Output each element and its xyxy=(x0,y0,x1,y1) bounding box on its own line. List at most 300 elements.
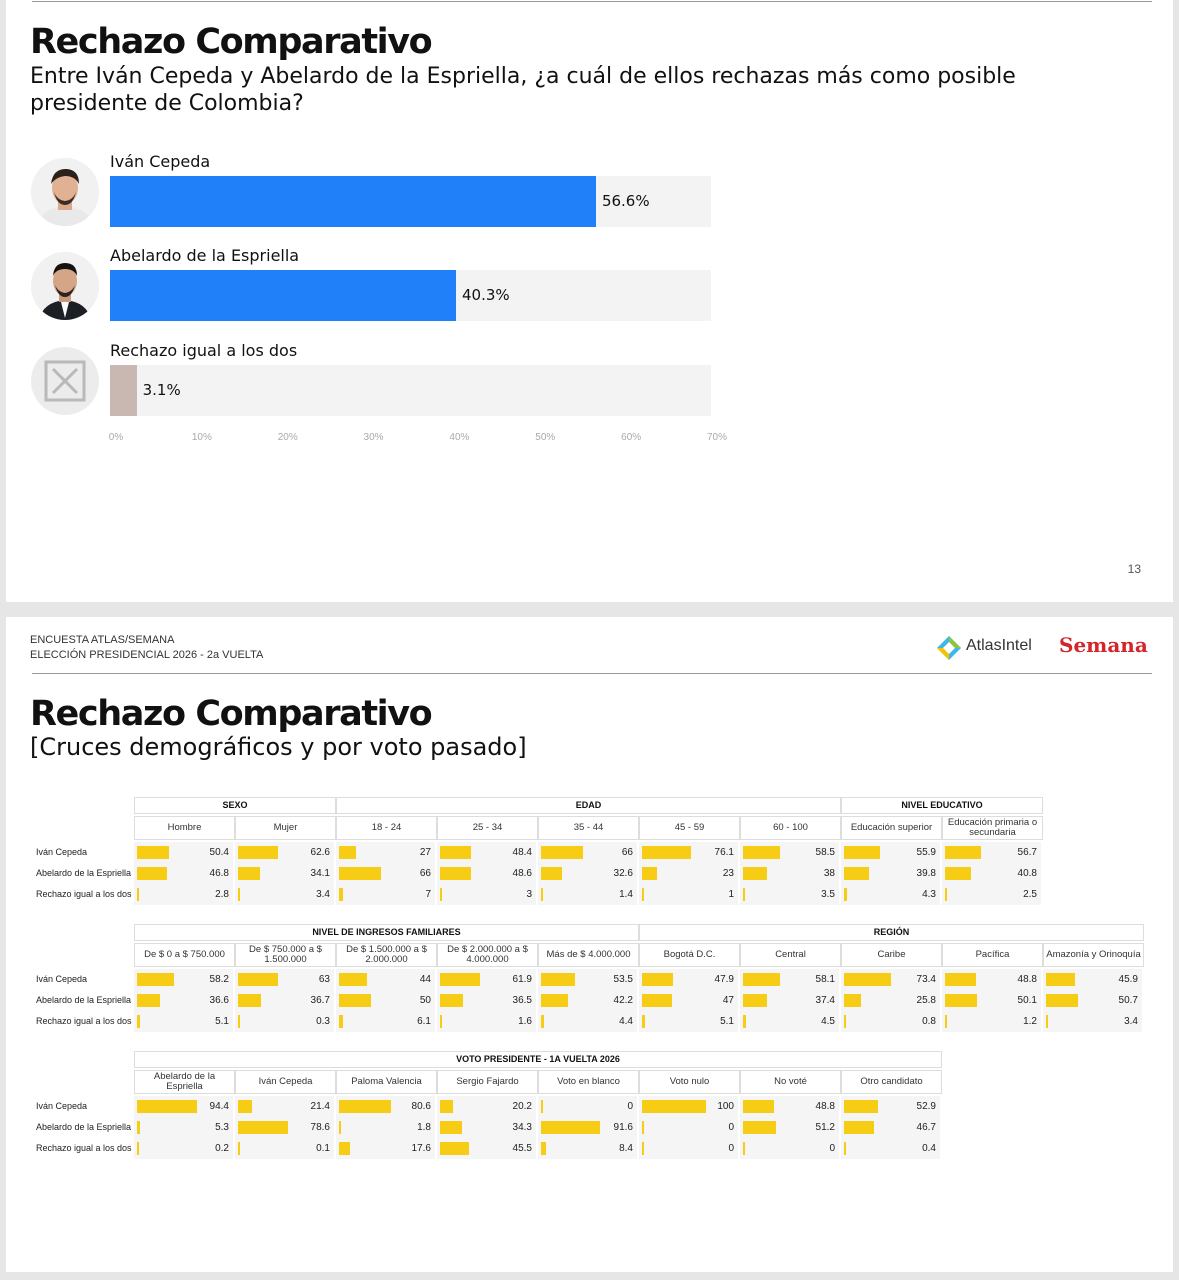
bar-track-ambos xyxy=(110,365,711,416)
column-header: Educación superior xyxy=(841,816,942,840)
column-header: Educación primaria o secundaria xyxy=(942,816,1043,840)
atlas-diamond-icon xyxy=(936,635,962,661)
table-cell xyxy=(437,863,537,884)
cell-value: 47 xyxy=(722,995,734,1006)
table-cell xyxy=(134,1011,234,1032)
row-label: Abelardo de la Espriella xyxy=(36,868,132,878)
table-cell xyxy=(639,842,739,863)
column-header: De $ 2.000.000 a $ 4.000.000 xyxy=(437,943,538,967)
cell-bar xyxy=(541,1121,600,1134)
table-cell xyxy=(235,1011,335,1032)
cell-value: 36.5 xyxy=(512,995,532,1006)
cell-value: 7 xyxy=(425,889,431,900)
slide-bar-chart xyxy=(6,0,1173,602)
cell-bar xyxy=(137,994,160,1007)
cell-bar xyxy=(743,846,780,859)
cell-bar xyxy=(642,1142,644,1155)
cell-bar xyxy=(137,1142,139,1155)
column-header: Central xyxy=(740,943,841,967)
cell-bar xyxy=(137,1015,140,1028)
row-label: Abelardo de la Espriella xyxy=(36,1122,132,1132)
cell-value: 0 xyxy=(829,1143,835,1154)
table-cell xyxy=(134,842,234,863)
column-header: Iván Cepeda xyxy=(235,1070,336,1094)
table-cell xyxy=(134,884,234,905)
bar-value-ambos: 3.1% xyxy=(142,381,181,399)
bar-track-espriella xyxy=(110,270,711,321)
table-cell xyxy=(639,1117,739,1138)
cell-value: 50.1 xyxy=(1017,995,1037,1006)
cell-value: 61.9 xyxy=(512,974,532,985)
table-cell xyxy=(639,1138,739,1159)
cell-value: 46.7 xyxy=(916,1122,936,1133)
cell-bar xyxy=(137,1100,197,1113)
column-header: Voto nulo xyxy=(639,1070,740,1094)
x-tick-label: 50% xyxy=(535,432,556,443)
bar-label-ambos: Rechazo igual a los dos xyxy=(110,341,298,360)
cell-bar xyxy=(844,1100,878,1113)
cell-bar xyxy=(238,1142,240,1155)
cell-value: 38 xyxy=(823,868,835,879)
top-divider xyxy=(32,1,1152,2)
table-cell xyxy=(538,1138,638,1159)
table-cell xyxy=(235,863,335,884)
cell-value: 27 xyxy=(419,847,431,858)
cell-value: 0 xyxy=(728,1122,734,1133)
table-cell xyxy=(942,990,1042,1011)
espriella-photo xyxy=(31,252,99,320)
cell-value: 46.8 xyxy=(209,868,229,879)
column-header: 45 - 59 xyxy=(639,816,740,840)
cell-bar xyxy=(541,846,583,859)
table-cell xyxy=(841,863,941,884)
cell-bar xyxy=(440,1121,462,1134)
cell-value: 94.4 xyxy=(209,1101,229,1112)
cell-value: 20.2 xyxy=(512,1101,532,1112)
table-cell xyxy=(639,1011,739,1032)
cell-value: 34.1 xyxy=(310,868,330,879)
cell-value: 1.2 xyxy=(1023,1016,1037,1027)
table-cell xyxy=(235,842,335,863)
table-cell xyxy=(942,863,1042,884)
cell-bar xyxy=(642,846,691,859)
cell-value: 50.4 xyxy=(209,847,229,858)
column-header: 25 - 34 xyxy=(437,816,538,840)
cell-bar xyxy=(238,1015,240,1028)
column-header: Hombre xyxy=(134,816,235,840)
cell-bar xyxy=(440,846,471,859)
semana-logo: Semana xyxy=(1059,633,1148,657)
cell-value: 0.3 xyxy=(316,1016,330,1027)
table-cell xyxy=(134,1138,234,1159)
cell-value: 5.3 xyxy=(215,1122,229,1133)
cell-value: 50.7 xyxy=(1118,995,1138,1006)
table-cell xyxy=(639,884,739,905)
cell-value: 76.1 xyxy=(714,847,734,858)
cell-value: 1.8 xyxy=(417,1122,431,1133)
cell-bar xyxy=(844,1121,874,1134)
atlasintel-logo xyxy=(936,635,1046,657)
cell-value: 36.6 xyxy=(209,995,229,1006)
cell-bar xyxy=(440,1142,469,1155)
cell-bar xyxy=(137,888,139,901)
cell-bar xyxy=(743,888,745,901)
bar-value-espriella: 40.3% xyxy=(462,286,510,304)
table-cell xyxy=(235,1096,335,1117)
table-cell xyxy=(437,1138,537,1159)
cell-bar xyxy=(945,973,976,986)
header-divider xyxy=(32,673,1152,674)
cell-bar xyxy=(238,1121,288,1134)
cell-value: 80.6 xyxy=(411,1101,431,1112)
cell-bar xyxy=(440,888,442,901)
cell-value: 40.8 xyxy=(1017,868,1037,879)
group-header: SEXO xyxy=(134,797,336,814)
cell-bar xyxy=(743,1100,774,1113)
table-cell xyxy=(740,969,840,990)
column-header: Caribe xyxy=(841,943,942,967)
cell-value: 55.9 xyxy=(916,847,936,858)
table-cell xyxy=(841,842,941,863)
cell-bar xyxy=(844,1142,846,1155)
cell-bar xyxy=(743,1142,745,1155)
cell-value: 0 xyxy=(728,1143,734,1154)
table-cell xyxy=(740,990,840,1011)
cell-value: 58.1 xyxy=(815,974,835,985)
table-cell xyxy=(437,990,537,1011)
cell-value: 0.1 xyxy=(316,1143,330,1154)
table-cell xyxy=(336,969,436,990)
cell-bar xyxy=(945,867,971,880)
cell-bar xyxy=(137,846,169,859)
column-header: Bogotá D.C. xyxy=(639,943,740,967)
cell-value: 48.8 xyxy=(1017,974,1037,985)
cell-value: 66 xyxy=(419,868,431,879)
cell-bar xyxy=(238,888,240,901)
cell-value: 2.5 xyxy=(1023,889,1037,900)
table-cell xyxy=(639,969,739,990)
table-cell xyxy=(336,1138,436,1159)
cell-bar xyxy=(743,994,767,1007)
group-header: NIVEL EDUCATIVO xyxy=(841,797,1043,814)
table-cell xyxy=(437,842,537,863)
cell-bar xyxy=(844,867,869,880)
table-cell xyxy=(841,1138,941,1159)
group-header: VOTO PRESIDENTE - 1A VUELTA 2026 xyxy=(134,1051,942,1068)
group-header: NIVEL DE INGRESOS FAMILIARES xyxy=(134,924,639,941)
cell-bar xyxy=(844,888,847,901)
cell-value: 32.6 xyxy=(613,868,633,879)
x-tick-label: 0% xyxy=(108,432,124,443)
table-cell xyxy=(235,1138,335,1159)
cell-value: 78.6 xyxy=(310,1122,330,1133)
cell-bar xyxy=(339,1015,343,1028)
cell-value: 0 xyxy=(627,1101,633,1112)
cepeda-photo xyxy=(31,158,99,226)
table-cell xyxy=(134,1117,234,1138)
cell-bar xyxy=(945,1015,947,1028)
table-cell xyxy=(437,1096,537,1117)
column-header: Otro candidato xyxy=(841,1070,942,1094)
cell-value: 62.6 xyxy=(310,847,330,858)
table-cell xyxy=(538,1117,638,1138)
cell-value: 3.5 xyxy=(821,889,835,900)
cell-value: 100 xyxy=(717,1101,734,1112)
cell-value: 45.9 xyxy=(1118,974,1138,985)
cell-value: 0.4 xyxy=(922,1143,936,1154)
cell-bar xyxy=(642,973,673,986)
cell-value: 51.2 xyxy=(815,1122,835,1133)
column-header: Paloma Valencia xyxy=(336,1070,437,1094)
cell-bar xyxy=(440,867,471,880)
table-cell xyxy=(538,842,638,863)
table-cell xyxy=(841,1117,941,1138)
cell-value: 5.1 xyxy=(720,1016,734,1027)
cell-value: 2.8 xyxy=(215,889,229,900)
bar-track-cepeda xyxy=(110,176,711,227)
table-cell xyxy=(740,1117,840,1138)
cell-bar xyxy=(945,888,947,901)
cell-bar xyxy=(339,846,356,859)
row-label: Abelardo de la Espriella xyxy=(36,995,132,1005)
table-cell xyxy=(235,884,335,905)
page-subtitle: [Cruces demográficos y por voto pasado] xyxy=(30,733,527,761)
row-label: Iván Cepeda xyxy=(36,974,88,984)
table-cell xyxy=(942,842,1042,863)
x-tick-label: 10% xyxy=(191,432,212,443)
cell-bar xyxy=(642,867,657,880)
cell-bar xyxy=(339,973,367,986)
bar-cepeda xyxy=(110,176,596,227)
table-cell xyxy=(740,842,840,863)
cell-value: 39.8 xyxy=(916,868,936,879)
cell-bar xyxy=(642,1100,706,1113)
table-cell xyxy=(841,990,941,1011)
bar-value-cepeda: 56.6% xyxy=(601,192,650,210)
x-tick-label: 20% xyxy=(277,432,298,443)
table-cell xyxy=(841,1011,941,1032)
column-header: No voté xyxy=(740,1070,841,1094)
cell-bar xyxy=(743,973,780,986)
table-cell xyxy=(336,842,436,863)
cell-bar xyxy=(339,994,371,1007)
cell-bar xyxy=(642,1015,645,1028)
cell-value: 6.1 xyxy=(417,1016,431,1027)
cell-bar xyxy=(440,994,463,1007)
cell-value: 63 xyxy=(318,974,330,985)
cell-value: 8.4 xyxy=(619,1143,633,1154)
table-cell xyxy=(740,863,840,884)
table-cell xyxy=(841,969,941,990)
column-header: 35 - 44 xyxy=(538,816,639,840)
row-label: Iván Cepeda xyxy=(36,847,88,857)
table-cell xyxy=(1043,1011,1143,1032)
table-cell xyxy=(639,1096,739,1117)
cell-value: 4.5 xyxy=(821,1016,835,1027)
cell-value: 50 xyxy=(419,995,431,1006)
cell-value: 52.9 xyxy=(916,1101,936,1112)
cell-bar xyxy=(541,888,543,901)
column-header: 18 - 24 xyxy=(336,816,437,840)
cell-bar xyxy=(440,1100,453,1113)
cell-value: 3.4 xyxy=(316,889,330,900)
column-header: 60 - 100 xyxy=(740,816,841,840)
cell-bar xyxy=(339,867,381,880)
cell-bar xyxy=(440,1015,442,1028)
table-cell xyxy=(1043,969,1143,990)
column-header: Mujer xyxy=(235,816,336,840)
table-cell xyxy=(740,1096,840,1117)
bar-label-espriella: Abelardo de la Espriella xyxy=(110,246,300,265)
cell-value: 3.4 xyxy=(1124,1016,1138,1027)
cell-bar xyxy=(440,973,480,986)
cell-bar xyxy=(339,1142,350,1155)
table-cell xyxy=(841,884,941,905)
cell-value: 58.2 xyxy=(209,974,229,985)
cell-bar xyxy=(238,994,261,1007)
group-header: REGIÓN xyxy=(639,924,1144,941)
column-header: De $ 750.000 a $ 1.500.000 xyxy=(235,943,336,967)
x-tick-label: 70% xyxy=(706,432,728,443)
table-cell xyxy=(538,863,638,884)
cell-bar xyxy=(339,1100,391,1113)
page-title: Rechazo Comparativo xyxy=(30,22,432,62)
cell-bar xyxy=(541,1015,544,1028)
cell-value: 56.7 xyxy=(1017,847,1037,858)
cell-value: 91.6 xyxy=(613,1122,633,1133)
cell-bar xyxy=(137,867,167,880)
table-cell xyxy=(235,1117,335,1138)
table-cell xyxy=(942,1011,1042,1032)
cell-value: 36.7 xyxy=(310,995,330,1006)
cell-value: 45.5 xyxy=(512,1143,532,1154)
cell-value: 5.1 xyxy=(215,1016,229,1027)
row-label: Iván Cepeda xyxy=(36,1101,88,1111)
cell-value: 1 xyxy=(728,889,734,900)
table-cell xyxy=(437,969,537,990)
cell-value: 0.8 xyxy=(922,1016,936,1027)
table-cell xyxy=(336,1011,436,1032)
cell-bar xyxy=(642,1121,644,1134)
cell-bar xyxy=(238,867,260,880)
table-cell xyxy=(1043,990,1143,1011)
x-tick-label: 30% xyxy=(363,432,384,443)
cell-bar xyxy=(339,1121,341,1134)
x-tick-label: 60% xyxy=(621,432,642,443)
table-cell xyxy=(134,1096,234,1117)
cell-bar xyxy=(137,973,174,986)
row-label: Rechazo igual a los dos xyxy=(36,889,132,899)
table-cell xyxy=(639,990,739,1011)
cell-bar xyxy=(945,994,977,1007)
cell-value: 42.2 xyxy=(613,995,633,1006)
cell-value: 66 xyxy=(621,847,633,858)
table-cell xyxy=(538,990,638,1011)
cell-bar xyxy=(339,888,343,901)
table-cell xyxy=(942,969,1042,990)
table-cell xyxy=(336,1117,436,1138)
cell-bar xyxy=(642,888,644,901)
table-cell xyxy=(134,969,234,990)
table-cell xyxy=(538,1096,638,1117)
cell-bar xyxy=(1046,973,1075,986)
cell-bar xyxy=(743,867,767,880)
cell-bar xyxy=(238,846,278,859)
survey-subheader: ELECCIÓN PRESIDENCIAL 2026 - 2a VUELTA xyxy=(30,649,264,661)
cell-value: 25.8 xyxy=(916,995,936,1006)
cell-bar xyxy=(238,1100,252,1113)
cell-bar xyxy=(1046,994,1078,1007)
cell-bar xyxy=(238,973,278,986)
cell-bar xyxy=(541,973,575,986)
cell-value: 4.3 xyxy=(922,889,936,900)
table-cell xyxy=(942,884,1042,905)
cell-bar xyxy=(945,846,981,859)
column-header: Voto en blanco xyxy=(538,1070,639,1094)
row-label: Rechazo igual a los dos xyxy=(36,1016,132,1026)
cell-bar xyxy=(844,846,880,859)
slide-crosstabs xyxy=(6,617,1173,1272)
cell-value: 3 xyxy=(526,889,532,900)
atlas-logo-text: AtlasIntel xyxy=(966,637,1032,654)
cell-bar xyxy=(743,1015,746,1028)
cell-bar xyxy=(844,973,891,986)
survey-header: ENCUESTA ATLAS/SEMANA xyxy=(30,634,175,646)
table-cell xyxy=(740,884,840,905)
column-header: Pacífica xyxy=(942,943,1043,967)
cell-value: 4.4 xyxy=(619,1016,633,1027)
cell-value: 1.6 xyxy=(518,1016,532,1027)
bar-label-cepeda: Iván Cepeda xyxy=(110,152,211,171)
bar-ambos xyxy=(110,365,137,416)
table-cell xyxy=(235,969,335,990)
table-cell xyxy=(841,1096,941,1117)
cell-bar xyxy=(844,1015,846,1028)
cell-bar xyxy=(541,1100,543,1113)
group-header: EDAD xyxy=(336,797,841,814)
cell-bar xyxy=(541,867,562,880)
table-cell xyxy=(740,1011,840,1032)
column-header: Amazonía y Orinoquía xyxy=(1043,943,1144,967)
table-cell xyxy=(134,990,234,1011)
cell-bar xyxy=(743,1121,776,1134)
row-label: Rechazo igual a los dos xyxy=(36,1143,132,1153)
cell-value: 37.4 xyxy=(815,995,835,1006)
cell-bar xyxy=(642,994,672,1007)
table-cell xyxy=(437,884,537,905)
cell-value: 47.9 xyxy=(714,974,734,985)
column-header: Más de $ 4.000.000 xyxy=(538,943,639,967)
cell-value: 17.6 xyxy=(411,1143,431,1154)
cell-value: 44 xyxy=(419,974,431,985)
table-cell xyxy=(336,884,436,905)
cell-bar xyxy=(541,994,568,1007)
cell-bar xyxy=(541,1142,546,1155)
page-number: 13 xyxy=(1127,562,1141,576)
cell-bar xyxy=(1046,1015,1048,1028)
table-cell xyxy=(437,1011,537,1032)
page-title-2: Rechazo Comparativo xyxy=(30,694,432,734)
table-cell xyxy=(538,969,638,990)
cell-value: 23 xyxy=(722,868,734,879)
cell-value: 48.4 xyxy=(512,847,532,858)
question-text: Entre Iván Cepeda y Abelardo de la Espriella, ¿a cuál de ellos rechazas más como posible presidente de Colombia? xyxy=(30,64,1016,116)
cell-value: 73.4 xyxy=(916,974,936,985)
bar-espriella xyxy=(110,270,456,321)
column-header: Sergio Fajardo xyxy=(437,1070,538,1094)
table-cell xyxy=(336,990,436,1011)
column-header: Abelardo de la Espriella xyxy=(134,1070,235,1094)
